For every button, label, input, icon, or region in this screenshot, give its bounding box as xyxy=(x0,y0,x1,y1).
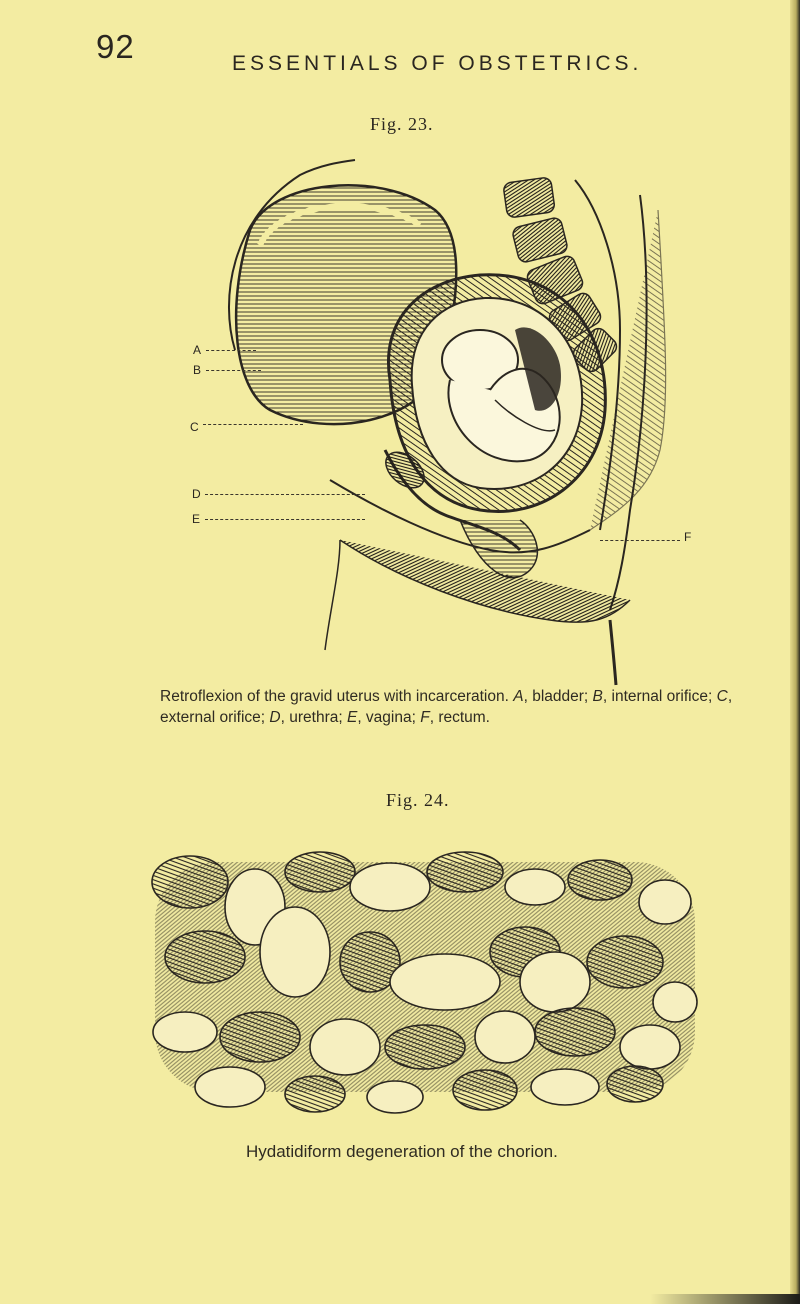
leader-a xyxy=(206,350,256,351)
caption-text: , rectum. xyxy=(429,709,490,726)
caption-text: , external orifice; xyxy=(160,688,733,726)
caption-key: B xyxy=(592,688,603,705)
caption-text: , internal orifice; xyxy=(602,688,713,705)
label-f: F xyxy=(684,530,692,544)
label-e: E xyxy=(192,512,201,526)
figure-23-illustration xyxy=(180,150,680,690)
caption-key: A xyxy=(513,688,524,705)
leader-f xyxy=(600,540,680,541)
label-a: A xyxy=(193,343,202,357)
leader-d xyxy=(205,494,365,495)
leader-c xyxy=(203,424,303,425)
figure-24-illustration xyxy=(145,832,705,1122)
caption-text: Retroflexion of the gravid uterus with incarceration. xyxy=(160,688,509,705)
page-corner-shadow xyxy=(650,1294,800,1304)
figure-24-title: Fig. 24. xyxy=(386,790,450,810)
figure-24-caption: Hydatidiform degeneration of the chorion. xyxy=(246,1142,558,1161)
caption-text: , bladder; xyxy=(523,688,589,705)
caption-text: , urethra; xyxy=(280,709,343,726)
caption-text: , vagina; xyxy=(357,709,416,726)
leader-b xyxy=(206,370,261,371)
figure-23-title: Fig. 23. xyxy=(370,114,434,134)
figure-23-caption xyxy=(160,686,772,728)
caption-key: E xyxy=(346,709,358,726)
page-edge-shadow xyxy=(790,0,800,1304)
label-d: D xyxy=(192,487,201,501)
label-c: C xyxy=(190,420,199,434)
caption-key: F xyxy=(420,709,430,726)
label-b: B xyxy=(193,363,202,377)
page-number: 92 xyxy=(96,28,135,65)
running-head: ESSENTIALS OF OBSTETRICS. xyxy=(232,52,643,75)
caption-key: D xyxy=(269,709,281,726)
leader-e xyxy=(205,519,365,520)
caption-key: C xyxy=(716,688,728,705)
